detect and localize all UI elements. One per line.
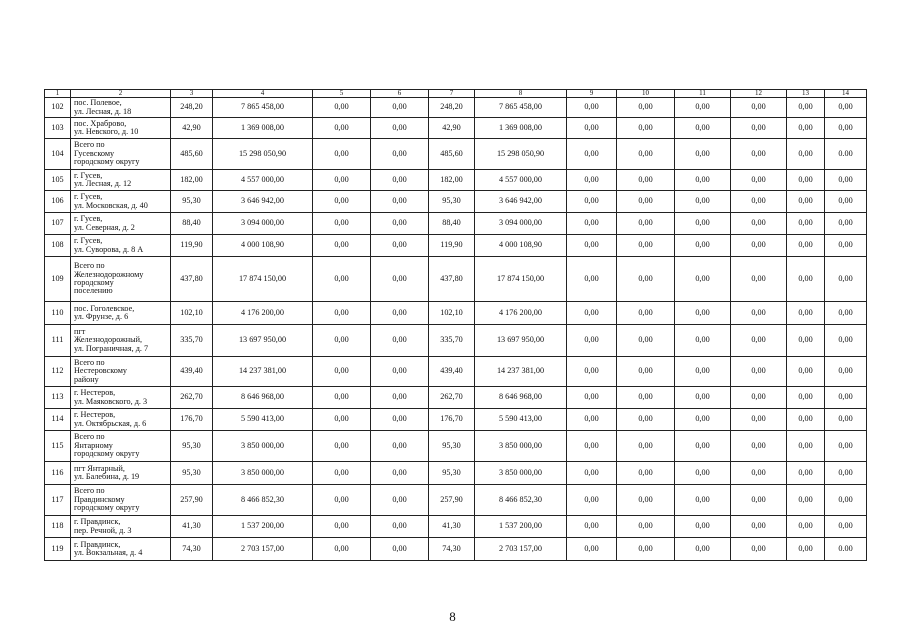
value-cell: 0,00 bbox=[675, 325, 731, 357]
row-number-cell: 108 bbox=[45, 235, 71, 257]
value-cell: 0,00 bbox=[825, 170, 867, 191]
value-cell: 0,00 bbox=[371, 139, 429, 170]
value-cell: 0,00 bbox=[825, 357, 867, 387]
value-cell: 0,00 bbox=[371, 325, 429, 357]
value-cell: 0,00 bbox=[825, 118, 867, 139]
value-cell: 1 537 200,00 bbox=[213, 516, 313, 538]
value-cell: 74,30 bbox=[171, 538, 213, 561]
value-cell: 0,00 bbox=[371, 462, 429, 485]
value-cell: 176,70 bbox=[429, 409, 475, 431]
row-number-cell: 116 bbox=[45, 462, 71, 485]
column-number: 3 bbox=[171, 90, 213, 98]
value-cell: 0,00 bbox=[617, 235, 675, 257]
value-cell: 0,00 bbox=[731, 302, 787, 325]
value-cell: 182,00 bbox=[171, 170, 213, 191]
value-cell: 95,30 bbox=[171, 431, 213, 462]
value-cell: 4 557 000,00 bbox=[213, 170, 313, 191]
value-cell: 0,00 bbox=[675, 516, 731, 538]
row-number-cell: 118 bbox=[45, 516, 71, 538]
value-cell: 15 298 050,90 bbox=[475, 139, 567, 170]
row-number-cell: 117 bbox=[45, 485, 71, 516]
address-cell: Всего по Гусевскому городскому округу bbox=[71, 139, 171, 170]
value-cell: 0,00 bbox=[731, 235, 787, 257]
value-cell: 3 850 000,00 bbox=[475, 431, 567, 462]
address-cell: Всего по Нестеровскому району bbox=[71, 357, 171, 387]
value-cell: 88,40 bbox=[171, 213, 213, 235]
value-cell: 8 646 968,00 bbox=[475, 387, 567, 409]
column-number: 9 bbox=[567, 90, 617, 98]
value-cell: 0,00 bbox=[731, 118, 787, 139]
value-cell: 0,00 bbox=[617, 325, 675, 357]
address-cell: пгт Янтарный, ул. Балебина, д. 19 bbox=[71, 462, 171, 485]
row-number-cell: 103 bbox=[45, 118, 71, 139]
address-cell: г. Гусев, ул. Московская, д. 40 bbox=[71, 191, 171, 213]
value-cell: 0,00 bbox=[313, 170, 371, 191]
value-cell: 0,00 bbox=[825, 98, 867, 118]
value-cell: 0,00 bbox=[825, 191, 867, 213]
value-cell: 0,00 bbox=[617, 485, 675, 516]
address-cell: пос. Храброво, ул. Невского, д. 10 bbox=[71, 118, 171, 139]
value-cell: 437,80 bbox=[171, 257, 213, 302]
value-cell: 14 237 381,00 bbox=[213, 357, 313, 387]
value-cell: 0,00 bbox=[567, 325, 617, 357]
value-cell: 95,30 bbox=[171, 191, 213, 213]
value-cell: 0,00 bbox=[787, 191, 825, 213]
column-number: 8 bbox=[475, 90, 567, 98]
value-cell: 0,00 bbox=[617, 191, 675, 213]
value-cell: 0,00 bbox=[825, 235, 867, 257]
value-cell: 0,00 bbox=[371, 431, 429, 462]
value-cell: 0,00 bbox=[731, 213, 787, 235]
value-cell: 0,00 bbox=[825, 213, 867, 235]
column-number: 13 bbox=[787, 90, 825, 98]
table-body bbox=[45, 90, 867, 561]
value-cell: 0,00 bbox=[313, 191, 371, 213]
value-cell: 0,00 bbox=[313, 431, 371, 462]
row-number-cell: 119 bbox=[45, 538, 71, 561]
value-cell: 0,00 bbox=[567, 409, 617, 431]
value-cell: 0,00 bbox=[825, 431, 867, 462]
row-number-cell: 113 bbox=[45, 387, 71, 409]
value-cell: 3 646 942,00 bbox=[213, 191, 313, 213]
value-cell: 0,00 bbox=[675, 191, 731, 213]
value-cell: 0,00 bbox=[617, 302, 675, 325]
address-cell: г. Гусев, ул. Суворова, д. 8 А bbox=[71, 235, 171, 257]
value-cell: 0,00 bbox=[787, 302, 825, 325]
value-cell: 0,00 bbox=[567, 485, 617, 516]
value-cell: 0,00 bbox=[787, 213, 825, 235]
column-number: 7 bbox=[429, 90, 475, 98]
value-cell: 0,00 bbox=[313, 485, 371, 516]
value-cell: 0.00 bbox=[825, 139, 867, 170]
address-cell: г. Гусев, ул. Лесная, д. 12 bbox=[71, 170, 171, 191]
table-row bbox=[45, 191, 867, 213]
value-cell: 335,70 bbox=[171, 325, 213, 357]
value-cell: 0,00 bbox=[313, 538, 371, 561]
value-cell: 485,60 bbox=[171, 139, 213, 170]
value-cell: 0,00 bbox=[731, 98, 787, 118]
value-cell: 2 703 157,00 bbox=[213, 538, 313, 561]
row-number-cell: 104 bbox=[45, 139, 71, 170]
value-cell: 0,00 bbox=[675, 538, 731, 561]
value-cell: 0,00 bbox=[787, 357, 825, 387]
value-cell: 0,00 bbox=[617, 462, 675, 485]
value-cell: 42,90 bbox=[171, 118, 213, 139]
value-cell: 0,00 bbox=[617, 409, 675, 431]
address-cell: г. Правдинск, пер. Речной, д. 3 bbox=[71, 516, 171, 538]
value-cell: 3 850 000,00 bbox=[475, 462, 567, 485]
value-cell: 95,30 bbox=[429, 431, 475, 462]
value-cell: 257,90 bbox=[429, 485, 475, 516]
value-cell: 485,60 bbox=[429, 139, 475, 170]
value-cell: 0,00 bbox=[313, 213, 371, 235]
value-cell: 0,00 bbox=[313, 257, 371, 302]
value-cell: 1 369 008,00 bbox=[213, 118, 313, 139]
row-number-cell: 109 bbox=[45, 257, 71, 302]
value-cell: 0,00 bbox=[617, 98, 675, 118]
value-cell: 0,00 bbox=[825, 387, 867, 409]
value-cell: 262,70 bbox=[171, 387, 213, 409]
column-number: 2 bbox=[71, 90, 171, 98]
value-cell: 3 850 000,00 bbox=[213, 431, 313, 462]
value-cell: 0,00 bbox=[731, 325, 787, 357]
value-cell: 14 237 381,00 bbox=[475, 357, 567, 387]
address-cell: г. Нестеров, ул. Маяковского, д. 3 bbox=[71, 387, 171, 409]
column-number: 4 bbox=[213, 90, 313, 98]
value-cell: 0,00 bbox=[675, 409, 731, 431]
table-row bbox=[45, 538, 867, 561]
value-cell: 2 703 157,00 bbox=[475, 538, 567, 561]
value-cell: 0,00 bbox=[675, 257, 731, 302]
value-cell: 0,00 bbox=[731, 191, 787, 213]
value-cell: 0,00 bbox=[371, 409, 429, 431]
column-number: 1 bbox=[45, 90, 71, 98]
table-row bbox=[45, 357, 867, 387]
value-cell: 0,00 bbox=[313, 387, 371, 409]
row-number-cell: 111 bbox=[45, 325, 71, 357]
value-cell: 88,40 bbox=[429, 213, 475, 235]
table-row bbox=[45, 325, 867, 357]
value-cell: 257,90 bbox=[171, 485, 213, 516]
value-cell: 4 000 108,90 bbox=[475, 235, 567, 257]
value-cell: 5 590 413,00 bbox=[213, 409, 313, 431]
value-cell: 439,40 bbox=[429, 357, 475, 387]
value-cell: 0,00 bbox=[371, 98, 429, 118]
value-cell: 0,00 bbox=[313, 302, 371, 325]
value-cell: 0,00 bbox=[371, 485, 429, 516]
column-number: 12 bbox=[731, 90, 787, 98]
value-cell: 0,00 bbox=[675, 118, 731, 139]
value-cell: 0,00 bbox=[675, 139, 731, 170]
row-number-cell: 102 bbox=[45, 98, 71, 118]
value-cell: 0,00 bbox=[617, 516, 675, 538]
value-cell: 0,00 bbox=[617, 170, 675, 191]
value-cell: 0,00 bbox=[731, 387, 787, 409]
value-cell: 15 298 050,90 bbox=[213, 139, 313, 170]
value-cell: 0,00 bbox=[731, 538, 787, 561]
value-cell: 4 176 200,00 bbox=[475, 302, 567, 325]
table-row bbox=[45, 409, 867, 431]
address-cell: Всего по Железнодорожному городскому поселению bbox=[71, 257, 171, 302]
value-cell: 0,00 bbox=[567, 538, 617, 561]
value-cell: 1 369 008,00 bbox=[475, 118, 567, 139]
value-cell: 0,00 bbox=[371, 213, 429, 235]
value-cell: 0,00 bbox=[675, 302, 731, 325]
value-cell: 439,40 bbox=[171, 357, 213, 387]
value-cell: 102,10 bbox=[429, 302, 475, 325]
table-row bbox=[45, 462, 867, 485]
value-cell: 41,30 bbox=[171, 516, 213, 538]
value-cell: 0,00 bbox=[617, 431, 675, 462]
value-cell: 176,70 bbox=[171, 409, 213, 431]
value-cell: 0,00 bbox=[731, 409, 787, 431]
value-cell: 0,00 bbox=[787, 538, 825, 561]
value-cell: 0.00 bbox=[825, 538, 867, 561]
value-cell: 0,00 bbox=[675, 387, 731, 409]
value-cell: 0,00 bbox=[567, 387, 617, 409]
value-cell: 8 646 968,00 bbox=[213, 387, 313, 409]
value-cell: 0,00 bbox=[825, 516, 867, 538]
table-row bbox=[45, 98, 867, 118]
value-cell: 0,00 bbox=[567, 357, 617, 387]
table-row bbox=[45, 139, 867, 170]
value-cell: 3 094 000,00 bbox=[475, 213, 567, 235]
table-row bbox=[45, 302, 867, 325]
value-cell: 0,00 bbox=[787, 118, 825, 139]
value-cell: 1 537 200,00 bbox=[475, 516, 567, 538]
value-cell: 3 850 000,00 bbox=[213, 462, 313, 485]
value-cell: 0,00 bbox=[731, 139, 787, 170]
table-row bbox=[45, 387, 867, 409]
address-cell: г. Правдинск, ул. Вокзальная, д. 4 bbox=[71, 538, 171, 561]
row-number-cell: 105 bbox=[45, 170, 71, 191]
value-cell: 8 466 852,30 bbox=[213, 485, 313, 516]
table-row bbox=[45, 485, 867, 516]
value-cell: 0,00 bbox=[787, 462, 825, 485]
value-cell: 0,00 bbox=[371, 538, 429, 561]
value-cell: 13 697 950,00 bbox=[213, 325, 313, 357]
value-cell: 0,00 bbox=[825, 302, 867, 325]
value-cell: 0,00 bbox=[825, 462, 867, 485]
row-number-cell: 110 bbox=[45, 302, 71, 325]
value-cell: 95,30 bbox=[429, 191, 475, 213]
table-row bbox=[45, 213, 867, 235]
column-number: 5 bbox=[313, 90, 371, 98]
value-cell: 7 865 458,00 bbox=[213, 98, 313, 118]
value-cell: 8 466 852,30 bbox=[475, 485, 567, 516]
value-cell: 0,00 bbox=[731, 462, 787, 485]
column-number: 10 bbox=[617, 90, 675, 98]
value-cell: 0,00 bbox=[675, 485, 731, 516]
table-row bbox=[45, 257, 867, 302]
value-cell: 0,00 bbox=[787, 257, 825, 302]
value-cell: 0,00 bbox=[787, 516, 825, 538]
value-cell: 0,00 bbox=[787, 235, 825, 257]
address-cell: г. Нестеров, ул. Октябрьская, д. 6 bbox=[71, 409, 171, 431]
value-cell: 0,00 bbox=[731, 516, 787, 538]
value-cell: 102,10 bbox=[171, 302, 213, 325]
column-number: 11 bbox=[675, 90, 731, 98]
address-cell: Всего по Янтарному городскому округу bbox=[71, 431, 171, 462]
value-cell: 0,00 bbox=[313, 118, 371, 139]
value-cell: 3 094 000,00 bbox=[213, 213, 313, 235]
value-cell: 119,90 bbox=[171, 235, 213, 257]
value-cell: 0,00 bbox=[617, 213, 675, 235]
value-cell: 182,00 bbox=[429, 170, 475, 191]
value-cell: 95,30 bbox=[171, 462, 213, 485]
value-cell: 0,00 bbox=[675, 462, 731, 485]
value-cell: 4 000 108,90 bbox=[213, 235, 313, 257]
value-cell: 0,00 bbox=[787, 409, 825, 431]
document-page bbox=[44, 89, 866, 561]
row-number-cell: 115 bbox=[45, 431, 71, 462]
value-cell: 17 874 150,00 bbox=[475, 257, 567, 302]
table-row bbox=[45, 170, 867, 191]
value-cell: 0,00 bbox=[371, 516, 429, 538]
value-cell: 0,00 bbox=[371, 118, 429, 139]
value-cell: 0,00 bbox=[787, 387, 825, 409]
address-cell: пгт Железнодорожный, ул. Пограничная, д. 7 bbox=[71, 325, 171, 357]
value-cell: 0,00 bbox=[617, 538, 675, 561]
value-cell: 0,00 bbox=[567, 213, 617, 235]
value-cell: 0,00 bbox=[567, 257, 617, 302]
table-row bbox=[45, 516, 867, 538]
value-cell: 0,00 bbox=[313, 139, 371, 170]
value-cell: 0,00 bbox=[787, 170, 825, 191]
value-cell: 0,00 bbox=[617, 139, 675, 170]
value-cell: 0,00 bbox=[567, 516, 617, 538]
address-cell: г. Гусев, ул. Северная, д. 2 bbox=[71, 213, 171, 235]
column-number-row bbox=[45, 90, 867, 98]
value-cell: 0,00 bbox=[675, 431, 731, 462]
value-cell: 0,00 bbox=[567, 98, 617, 118]
value-cell: 0,00 bbox=[617, 357, 675, 387]
value-cell: 74,30 bbox=[429, 538, 475, 561]
value-cell: 0,00 bbox=[731, 357, 787, 387]
value-cell: 0,00 bbox=[787, 139, 825, 170]
value-cell: 95,30 bbox=[429, 462, 475, 485]
value-cell: 0,00 bbox=[371, 257, 429, 302]
value-cell: 0,00 bbox=[825, 325, 867, 357]
address-cell: пос. Полевое, ул. Лесная, д. 18 bbox=[71, 98, 171, 118]
value-cell: 13 697 950,00 bbox=[475, 325, 567, 357]
value-cell: 0,00 bbox=[825, 257, 867, 302]
value-cell: 0,00 bbox=[731, 431, 787, 462]
data-table bbox=[44, 89, 867, 561]
value-cell: 0,00 bbox=[825, 409, 867, 431]
value-cell: 0,00 bbox=[675, 235, 731, 257]
value-cell: 0,00 bbox=[787, 485, 825, 516]
value-cell: 41,30 bbox=[429, 516, 475, 538]
row-number-cell: 112 bbox=[45, 357, 71, 387]
value-cell: 0,00 bbox=[371, 357, 429, 387]
page-number: 8 bbox=[449, 609, 456, 624]
column-number: 6 bbox=[371, 90, 429, 98]
value-cell: 17 874 150,00 bbox=[213, 257, 313, 302]
value-cell: 437,80 bbox=[429, 257, 475, 302]
value-cell: 3 646 942,00 bbox=[475, 191, 567, 213]
table-row bbox=[45, 431, 867, 462]
value-cell: 335,70 bbox=[429, 325, 475, 357]
value-cell: 0,00 bbox=[787, 98, 825, 118]
value-cell: 0,00 bbox=[371, 387, 429, 409]
value-cell: 0,00 bbox=[567, 139, 617, 170]
value-cell: 0,00 bbox=[567, 191, 617, 213]
value-cell: 0,00 bbox=[371, 191, 429, 213]
value-cell: 0,00 bbox=[371, 170, 429, 191]
value-cell: 0,00 bbox=[567, 302, 617, 325]
value-cell: 0,00 bbox=[313, 462, 371, 485]
row-number-cell: 114 bbox=[45, 409, 71, 431]
column-number: 14 bbox=[825, 90, 867, 98]
row-number-cell: 106 bbox=[45, 191, 71, 213]
value-cell: 0,00 bbox=[371, 302, 429, 325]
value-cell: 0,00 bbox=[617, 257, 675, 302]
value-cell: 0,00 bbox=[313, 98, 371, 118]
table-row bbox=[45, 118, 867, 139]
value-cell: 0,00 bbox=[567, 170, 617, 191]
value-cell: 0,00 bbox=[313, 516, 371, 538]
value-cell: 248,20 bbox=[171, 98, 213, 118]
value-cell: 0,00 bbox=[731, 257, 787, 302]
address-cell: Всего по Правдинскому городскому округу bbox=[71, 485, 171, 516]
value-cell: 0,00 bbox=[313, 235, 371, 257]
value-cell: 0,00 bbox=[787, 431, 825, 462]
value-cell: 0,00 bbox=[567, 235, 617, 257]
value-cell: 0,00 bbox=[787, 325, 825, 357]
value-cell: 0,00 bbox=[675, 213, 731, 235]
value-cell: 0,00 bbox=[675, 170, 731, 191]
value-cell: 4 557 000,00 bbox=[475, 170, 567, 191]
value-cell: 0,00 bbox=[313, 357, 371, 387]
value-cell: 42,90 bbox=[429, 118, 475, 139]
value-cell: 0,00 bbox=[731, 485, 787, 516]
value-cell: 0,00 bbox=[567, 431, 617, 462]
value-cell: 4 176 200,00 bbox=[213, 302, 313, 325]
value-cell: 0,00 bbox=[617, 387, 675, 409]
table-row bbox=[45, 235, 867, 257]
value-cell: 5 590 413,00 bbox=[475, 409, 567, 431]
value-cell: 0,00 bbox=[313, 409, 371, 431]
value-cell: 119,90 bbox=[429, 235, 475, 257]
value-cell: 0,00 bbox=[731, 170, 787, 191]
value-cell: 0,00 bbox=[617, 118, 675, 139]
value-cell: 0,00 bbox=[313, 325, 371, 357]
value-cell: 7 865 458,00 bbox=[475, 98, 567, 118]
value-cell: 0,00 bbox=[675, 98, 731, 118]
value-cell: 0,00 bbox=[371, 235, 429, 257]
value-cell: 262,70 bbox=[429, 387, 475, 409]
value-cell: 0,00 bbox=[567, 462, 617, 485]
value-cell: 0,00 bbox=[825, 485, 867, 516]
row-number-cell: 107 bbox=[45, 213, 71, 235]
value-cell: 0,00 bbox=[675, 357, 731, 387]
value-cell: 248,20 bbox=[429, 98, 475, 118]
address-cell: пос. Гоголевское, ул. Фрунзе, д. 6 bbox=[71, 302, 171, 325]
value-cell: 0,00 bbox=[567, 118, 617, 139]
